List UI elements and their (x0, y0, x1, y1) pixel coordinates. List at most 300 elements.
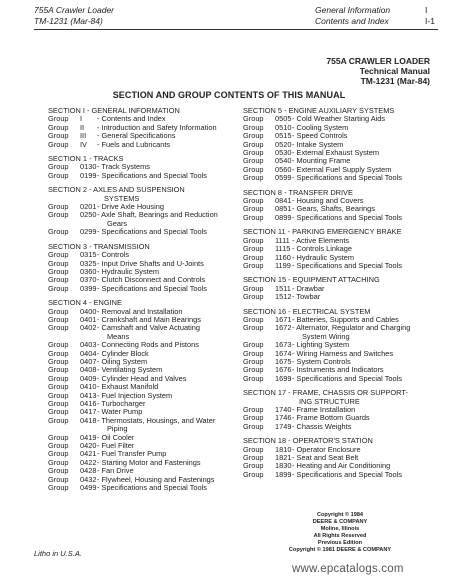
group-description: - Controls Linkage (292, 245, 352, 254)
section-block (243, 189, 438, 223)
section-heading: SECTION 18 - OPERATOR'S STATION (243, 436, 373, 446)
group-label: Group (243, 365, 264, 375)
group-label: Group (48, 373, 69, 383)
group-entry (243, 149, 438, 157)
group-entry (243, 157, 438, 165)
page-top: I (425, 5, 428, 15)
group-label: Group (243, 148, 264, 158)
group-description: - Lighting System (292, 341, 350, 350)
group-label: Group (243, 469, 264, 479)
group-entry (48, 383, 238, 391)
title-line-3: TM-1231 (Mar-84) (360, 76, 430, 86)
group-description: - Fan Drive (97, 467, 134, 476)
group-entry (243, 293, 438, 301)
group-number: 0409 (80, 373, 97, 383)
group-description: - Contents and Index (97, 115, 166, 124)
group-description: - Operator Enclosure (292, 445, 361, 454)
group-description: - Hydraulic System (292, 253, 355, 262)
group-entry (48, 434, 238, 442)
group-description: - System Controls (292, 357, 351, 366)
group-description: - Specifications and Special Tools (97, 284, 207, 293)
copyright-line: All Rights Reserved (313, 533, 367, 539)
group-number: 1511 (275, 283, 291, 293)
group-number: 1899 (275, 469, 292, 479)
group-label: Group (48, 483, 69, 493)
group-label: Group (243, 461, 264, 471)
group-entry (48, 115, 238, 123)
group-description: - Specifications and Special Tools (292, 213, 402, 222)
group-number: 1672 (275, 323, 292, 333)
title-line-1: 755A CRAWLER LOADER (326, 56, 430, 66)
group-label: Group (48, 340, 69, 350)
group-description: - Batteries, Supports and Cables (292, 315, 399, 324)
group-entry (243, 237, 438, 245)
group-number: 1111 (275, 235, 290, 245)
group-entry (243, 141, 438, 149)
group-description: - Starting Motor and Fastenings (97, 458, 201, 467)
group-label: Group (243, 348, 264, 358)
group-number: 0515 (275, 131, 292, 141)
group-entry (48, 251, 238, 259)
group-entry (48, 400, 238, 408)
group-description: - Speed Controls (292, 132, 348, 141)
group-label: Group (243, 139, 264, 149)
group-label: Group (48, 250, 69, 260)
group-number: 0413 (80, 390, 97, 400)
group-label: Group (48, 131, 69, 141)
group-entry (48, 203, 238, 211)
group-label: Group (48, 474, 69, 484)
group-entry (243, 115, 438, 123)
group-description: - Oiling System (97, 357, 148, 366)
group-description: - Controls (97, 251, 130, 260)
group-description: - Frame Installation (292, 406, 356, 414)
group-label: Group (243, 314, 264, 324)
group-number: 0416 (80, 399, 97, 408)
header-right (425, 5, 435, 27)
group-description: - External Exhaust System (292, 149, 380, 158)
group-label: Group (243, 114, 264, 124)
group-label: Group (48, 390, 69, 400)
group-number: 1810 (275, 444, 292, 454)
group-entry (243, 262, 438, 270)
group-entry (243, 316, 438, 324)
group-description: - Instruments and Indicators (292, 366, 384, 375)
group-description: - Cylinder Block (97, 349, 149, 358)
group-number: 1160 (275, 252, 291, 262)
group-number: 0417 (80, 407, 97, 417)
group-number: 0510 (275, 122, 292, 132)
group-description: - Heating and Air Conditioning (292, 462, 391, 471)
section-heading-continued: SYSTEMS (104, 193, 140, 203)
group-entry (48, 467, 238, 475)
group-number: 0530 (275, 148, 292, 158)
group-description: - Axle Shaft, Bearings and Reduction (97, 211, 218, 220)
group-description: - Ventilating System (97, 366, 163, 375)
group-entry (48, 285, 238, 293)
group-number: 0408 (80, 365, 97, 375)
group-entry (243, 406, 438, 414)
group-number: 0499 (80, 483, 97, 493)
group-description: - Thermostats, Housings, and Water (97, 416, 216, 425)
group-description: - Cylinder Head and Valves (97, 374, 187, 383)
group-number: 0199 (80, 170, 97, 180)
group-label: Group (48, 441, 69, 451)
group-entry (48, 141, 238, 149)
group-entry (48, 228, 238, 236)
group-entry (243, 166, 438, 174)
group-label: Group (243, 323, 264, 333)
group-description: - Specifications and Special Tools (292, 261, 402, 270)
group-label: Group (48, 283, 69, 293)
group-description: - Wiring Harness and Switches (292, 349, 394, 358)
group-number: 0851 (275, 204, 292, 214)
group-label: Group (48, 170, 69, 180)
group-number: 0315 (80, 250, 97, 260)
group-description: - Intake System (292, 140, 344, 149)
group-description: - Specifications and Special Tools (292, 470, 402, 479)
group-description: - Input Drive Shafts and U-Joints (97, 259, 204, 268)
group-number: 1675 (275, 356, 292, 366)
group-number: 0560 (275, 164, 292, 174)
group-number: 1671 (275, 314, 292, 324)
group-entry (243, 285, 438, 293)
group-label: Group (243, 453, 264, 463)
group-entry (48, 392, 238, 400)
group-entry (48, 417, 238, 425)
copyright-line: Copyright © 1984 (316, 512, 364, 518)
group-description: - Specifications and Special Tools (97, 228, 207, 237)
header-left (34, 5, 114, 27)
section-heading: SECTION 3 - TRANSMISSION (48, 241, 150, 251)
group-entry (243, 124, 438, 132)
group-entry (243, 358, 438, 366)
group-label: Group (48, 466, 69, 476)
group-description: - Cooling System (292, 123, 349, 132)
manual-name: 755A Crawler Loader (34, 5, 115, 15)
group-number: 0540 (275, 156, 292, 166)
section-block (48, 299, 238, 492)
section-block (243, 308, 438, 384)
group-label: Group (48, 139, 69, 149)
group-description: - General Specifications (97, 132, 176, 141)
group-label: Group (48, 407, 69, 417)
group-label: Group (243, 356, 264, 366)
group-entry (48, 450, 238, 458)
group-label: Group (48, 415, 69, 425)
group-label: Group (48, 114, 69, 124)
copyright-line: Copyright © 1981 DEERE & COMPANY (288, 547, 392, 553)
group-description-continued: Gears (107, 218, 128, 228)
group-description-continued: Means (107, 331, 130, 341)
group-number: 0407 (80, 356, 97, 366)
group-label: Group (243, 204, 264, 214)
group-description: - Fuel Injection System (97, 391, 173, 400)
group-label: Group (243, 283, 264, 293)
group-entry (243, 471, 438, 479)
group-number: 0399 (80, 283, 97, 293)
group-label: Group (243, 156, 264, 166)
section-block (243, 276, 438, 301)
group-number: 0299 (80, 227, 97, 237)
group-label: Group (243, 252, 264, 262)
group-description: - Exhaust Manifold (97, 383, 159, 392)
group-number: 0599 (275, 173, 292, 183)
group-number: 1512 (275, 292, 292, 302)
group-entry (243, 462, 438, 470)
group-entry (243, 214, 438, 222)
group-number: 0422 (80, 457, 97, 467)
group-description: - Turbocharger (97, 400, 146, 408)
watermark: www.epcatalogs.com (292, 563, 404, 575)
group-number: II (80, 122, 85, 132)
section-heading-continued: ING STRUCTURE (299, 396, 360, 406)
group-entry (243, 454, 438, 462)
group-label: Group (243, 131, 264, 141)
group-description: - Fuels and Lubricants (97, 140, 171, 149)
contents-column-left (48, 107, 238, 498)
group-label: Group (243, 421, 264, 431)
group-number: 1673 (275, 340, 292, 350)
group-label: Group (243, 212, 264, 222)
group-label: Group (243, 196, 264, 206)
section-heading: SECTION I - GENERAL INFORMATION (48, 106, 180, 115)
group-label: Group (48, 399, 69, 408)
group-label: Group (48, 202, 69, 212)
group-description-continued: System Wiring (302, 331, 350, 341)
page-title: SECTION AND GROUP CONTENTS OF THIS MANUAL (112, 90, 346, 100)
group-description: - Clutch Disconnect and Controls (97, 276, 206, 285)
litho-note: Litho in U.S.A. (34, 549, 82, 558)
group-number: 0370 (80, 275, 97, 285)
section-heading: SECTION 2 - AXLES AND SUSPENSION (48, 185, 185, 195)
group-number: 1830 (275, 461, 292, 471)
group-entry (48, 484, 238, 492)
group-number: 1676 (275, 365, 292, 375)
group-description: - Crankshaft and Main Bearings (97, 315, 201, 324)
group-number: 0841 (275, 196, 292, 206)
group-label: Group (48, 365, 69, 375)
group-label: Group (48, 314, 69, 324)
section-heading: SECTION 17 - FRAME, CHASSIS OR SUPPORT- (243, 388, 408, 398)
group-entry (48, 350, 238, 358)
section-block (243, 228, 438, 270)
header-divider (34, 29, 438, 30)
group-number: 1115 (275, 244, 291, 254)
copyright-line: Previous Edition (317, 540, 363, 546)
group-label: Group (243, 373, 264, 383)
section-block (48, 186, 238, 236)
group-entry (243, 341, 438, 349)
section-heading: SECTION 1 - TRACKS (48, 154, 124, 164)
group-number: 0420 (80, 441, 97, 451)
section-block (243, 437, 438, 479)
group-label: Group (243, 413, 264, 423)
group-label: Group (243, 260, 264, 270)
section-block (48, 155, 238, 180)
group-description: - Camshaft and Valve Actuating (97, 324, 200, 333)
group-number: 0419 (80, 432, 97, 442)
section-sub: Contents and Index (315, 16, 389, 26)
group-description: - Track Systems (97, 163, 150, 172)
group-description: - Fuel Transfer Pump (97, 450, 167, 459)
group-entry (48, 316, 238, 324)
group-description: - Specifications and Special Tools (292, 174, 402, 183)
group-label: Group (48, 356, 69, 366)
group-number: 0428 (80, 466, 97, 476)
group-description: - Gears, Shafts, Bearings (292, 205, 375, 214)
group-label: Group (243, 340, 264, 350)
copyright-line: Moline, Illinois (320, 526, 360, 532)
group-entry (243, 375, 438, 383)
section-block (48, 107, 238, 149)
group-entry (243, 205, 438, 213)
group-description: - Fuel Filter (97, 442, 135, 451)
group-description: - Mounting Frame (292, 157, 351, 166)
group-entry (243, 254, 438, 262)
group-entry (243, 174, 438, 182)
group-description: - Specifications and Special Tools (97, 484, 207, 493)
group-label: Group (243, 405, 264, 414)
group-description: - Connecting Rods and Pistons (97, 341, 199, 350)
group-entry (48, 408, 238, 416)
contents-column-right (243, 107, 438, 485)
group-entry (48, 132, 238, 140)
group-number: 0403 (80, 340, 97, 350)
group-label: Group (243, 173, 264, 183)
group-number: 1699 (275, 373, 292, 383)
group-description: - Specifications and Special Tools (292, 374, 402, 383)
group-description: - Active Elements (292, 236, 350, 245)
group-entry (48, 268, 238, 276)
section-heading: SECTION 8 - TRANSFER DRIVE (243, 187, 353, 197)
group-number: 0899 (275, 212, 292, 222)
group-label: Group (243, 122, 264, 132)
group-entry (243, 446, 438, 454)
group-label: Group (48, 258, 69, 268)
group-entry (48, 260, 238, 268)
copyright-line: DEERE & COMPANY (312, 519, 368, 525)
group-entry (48, 276, 238, 284)
section-heading: SECTION 11 - PARKING EMERGENCY BRAKE (243, 227, 402, 237)
group-number: 1746 (275, 413, 292, 423)
section-heading: SECTION 15 - EQUIPMENT ATTACHING (243, 275, 380, 285)
section-block (48, 243, 238, 293)
group-description: - Oil Cooler (97, 433, 135, 442)
group-number: 0410 (80, 382, 97, 392)
group-entry (48, 375, 238, 383)
group-description: - Cold Weather Starting Aids (292, 115, 386, 124)
group-description: - Specifications and Special Tools (97, 171, 207, 180)
section-heading: SECTION 4 - ENGINE (48, 298, 122, 308)
group-label: Group (48, 457, 69, 467)
group-description: - Hydraulic System (97, 267, 160, 276)
group-number: I (80, 114, 83, 124)
group-entry (48, 124, 238, 132)
header-middle (315, 5, 390, 27)
title-block (326, 56, 430, 86)
group-number: 0505 (275, 114, 292, 124)
group-number: 0418 (80, 415, 97, 425)
group-label: Group (48, 449, 69, 459)
group-number: 1749 (275, 421, 292, 431)
group-entry (243, 414, 438, 422)
group-description: - Introduction and Safety Information (97, 123, 217, 132)
group-entry (48, 366, 238, 374)
group-entry (48, 163, 238, 171)
group-number: 1740 (275, 405, 292, 414)
group-entry (243, 423, 438, 431)
group-entry (243, 350, 438, 358)
group-label: Group (48, 306, 69, 316)
group-description: - Towbar (292, 293, 321, 302)
group-number: III (80, 131, 87, 141)
group-label: Group (48, 266, 69, 276)
group-entry (48, 476, 238, 484)
group-label: Group (243, 244, 264, 254)
group-description: - Water Pump (97, 408, 143, 417)
group-label: Group (48, 210, 69, 220)
group-number: 0360 (80, 266, 97, 276)
group-number: IV (80, 139, 87, 149)
group-number: 0421 (80, 449, 97, 459)
group-description: - External Fuel Supply System (292, 165, 392, 174)
group-description: - Drawbar (292, 284, 325, 293)
page-number: I-1 (425, 16, 435, 26)
group-entry (48, 442, 238, 450)
group-label: Group (48, 227, 69, 237)
manual-code: TM-1231 (Mar-84) (34, 16, 103, 26)
group-entry (48, 308, 238, 316)
group-label: Group (48, 122, 69, 132)
section-heading: SECTION 16 - ELECTRICAL SYSTEM (243, 306, 371, 316)
group-description: - Frame Bottom Guards (292, 414, 370, 423)
group-label: Group (243, 292, 264, 302)
group-entry (48, 324, 238, 332)
group-description: - Removal and Installation (97, 307, 183, 316)
group-number: 0400 (80, 306, 97, 316)
group-number: 1674 (275, 348, 292, 358)
group-entry (48, 211, 238, 219)
group-entry (48, 358, 238, 366)
group-number: 0520 (275, 139, 292, 149)
group-number: 0402 (80, 323, 97, 333)
group-label: Group (48, 432, 69, 442)
copyright-block (260, 512, 420, 554)
group-entry (243, 245, 438, 253)
group-entry (243, 366, 438, 374)
section-name: General Information (315, 5, 391, 15)
group-entry (48, 459, 238, 467)
group-entry (243, 197, 438, 205)
group-description: - Housing and Covers (292, 197, 364, 206)
section-block (243, 107, 438, 183)
section-heading: SECTION 5 - ENGINE AUXILIARY SYSTEMS (243, 106, 395, 115)
group-entry (48, 172, 238, 180)
group-number: 1821 (275, 453, 292, 463)
group-entry (243, 132, 438, 140)
group-description: - Alternator, Regulator and Charging (292, 324, 411, 333)
group-number: 0432 (80, 474, 97, 484)
group-number: 0401 (80, 314, 97, 324)
group-number: 1199 (275, 260, 291, 270)
section-block (243, 389, 438, 431)
group-label: Group (243, 444, 264, 454)
group-label: Group (48, 275, 69, 285)
group-label: Group (48, 382, 69, 392)
group-label: Group (243, 164, 264, 174)
group-description: - Flywheel, Housing and Fastenings (97, 475, 215, 484)
